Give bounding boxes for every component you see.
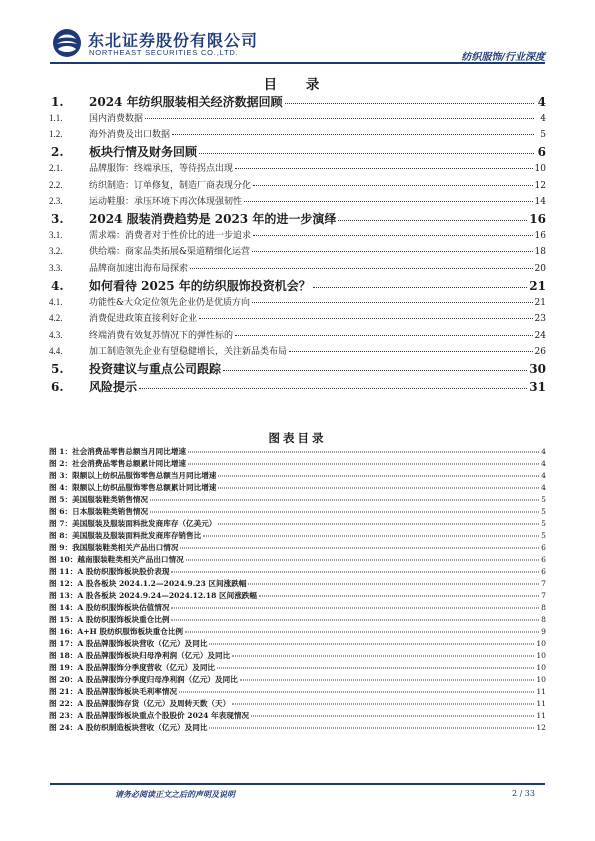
footer-disclaimer: 请务必阅读正文之后的声明及说明 bbox=[115, 789, 235, 799]
toc-entry-number: 4. bbox=[51, 279, 64, 294]
toc-entry[interactable] bbox=[49, 277, 546, 295]
figure-entry-page: 8 bbox=[541, 603, 546, 613]
figure-entry-text: 图 5：美国服装鞋类销售情况 bbox=[49, 495, 149, 505]
toc-entry[interactable] bbox=[49, 161, 546, 177]
figure-entry-text: 图 7：美国服装及服装面料批发商库存（亿美元） bbox=[49, 519, 217, 529]
figure-entry-text: 图 3：限额以上纺织品服饰零售总额当月同比增速 bbox=[49, 471, 217, 481]
figure-entry-page: 4 bbox=[541, 459, 546, 469]
toc-entry[interactable] bbox=[49, 311, 546, 327]
figure-leader bbox=[186, 560, 539, 561]
figure-leader bbox=[218, 488, 539, 489]
toc-leader bbox=[289, 351, 533, 352]
toc-entry-page: 31 bbox=[529, 380, 546, 395]
toc-entry-page: 14 bbox=[534, 196, 546, 207]
toc-entry-text: 需求端：消费者对于性价比的进一步追求 bbox=[89, 231, 252, 242]
toc-entry-number: 2.2. bbox=[49, 179, 63, 190]
figure-entry-text: 图 18：A 股品牌服饰板块归母净利润（亿元）及同比 bbox=[49, 651, 231, 661]
toc-entry[interactable] bbox=[49, 93, 546, 111]
toc-entry-number: 2. bbox=[51, 145, 64, 160]
figure-entry[interactable] bbox=[49, 710, 546, 722]
figure-leader bbox=[171, 572, 539, 573]
toc-entry-page: 4 bbox=[540, 113, 546, 124]
figure-entry-page: 4 bbox=[541, 483, 546, 493]
toc-entry-page: 6 bbox=[537, 145, 546, 160]
toc-entry-number: 1.1. bbox=[49, 112, 63, 123]
header-divider bbox=[50, 62, 545, 64]
toc-leader bbox=[139, 388, 527, 389]
figure-entry[interactable] bbox=[49, 602, 546, 614]
toc-entry-page: 21 bbox=[534, 297, 546, 308]
toc-leader bbox=[252, 302, 533, 303]
toc-entry[interactable] bbox=[49, 228, 546, 244]
figure-leader bbox=[185, 632, 539, 633]
document-type: 纺织服饰/行业深度 bbox=[461, 52, 545, 63]
toc-entry-text: 海外消费及出口数据 bbox=[89, 130, 171, 141]
figure-leader bbox=[188, 464, 539, 465]
figure-entry-page: 11 bbox=[536, 711, 546, 721]
figure-leader bbox=[180, 548, 539, 549]
toc-entry-text: 消费促进政策直接利好企业 bbox=[89, 314, 198, 325]
figure-entry-text: 图 22：A 股品牌服饰存货（亿元）及周转天数（天） bbox=[49, 699, 231, 709]
footer-divider bbox=[50, 783, 545, 785]
figure-entry[interactable] bbox=[49, 494, 546, 506]
brand-name-cn: 东北证券股份有限公司 bbox=[88, 33, 259, 50]
figure-leader bbox=[150, 512, 539, 513]
figures-list bbox=[49, 446, 546, 734]
figure-entry-page: 4 bbox=[541, 471, 546, 481]
toc-leader bbox=[190, 268, 533, 269]
figure-entry-text: 图 20：A 股品牌服饰分季度归母净利润（亿元）及同比 bbox=[49, 675, 238, 685]
toc-entry-page: 21 bbox=[529, 279, 546, 294]
figure-entry-page: 6 bbox=[541, 543, 546, 553]
figure-leader bbox=[259, 596, 539, 597]
figure-entry[interactable] bbox=[49, 662, 546, 674]
figure-entry-text: 图 13：A 股各板块 2024.9.24—2024.12.18 区间涨跌幅 bbox=[49, 591, 257, 601]
toc-entry-number: 3.2. bbox=[49, 246, 63, 257]
toc-entry[interactable] bbox=[49, 328, 546, 344]
toc-leader bbox=[223, 370, 527, 371]
toc-entry-text: 终端消费有效复苏情况下的弹性标的 bbox=[89, 330, 234, 341]
toc-entry[interactable] bbox=[49, 143, 546, 161]
toc-entry-number: 3. bbox=[51, 212, 64, 227]
toc-entry-page: 30 bbox=[529, 362, 546, 377]
figure-entry-text: 图 2：社会消费品零售总额累计同比增速 bbox=[49, 459, 187, 469]
figure-entry-page: 6 bbox=[541, 555, 546, 565]
toc-entry[interactable] bbox=[49, 261, 546, 277]
figure-entry[interactable] bbox=[49, 698, 546, 710]
figure-entry-page: 8 bbox=[541, 615, 546, 625]
toc-entry[interactable] bbox=[49, 210, 546, 228]
figure-entry[interactable] bbox=[49, 686, 546, 698]
figure-entry-page: 10 bbox=[536, 651, 546, 661]
toc-entry-page: 16 bbox=[534, 231, 546, 242]
toc-entry-page: 23 bbox=[534, 314, 546, 325]
figure-entry[interactable] bbox=[49, 470, 546, 482]
toc-entry[interactable] bbox=[49, 178, 546, 194]
toc-entry-number: 1. bbox=[51, 95, 64, 109]
figure-entry-page: 11 bbox=[536, 699, 546, 709]
figure-entry-page: 5 bbox=[541, 495, 546, 505]
brand-name-en: NORTHEAST SECURITIES CO.,LTD. bbox=[89, 48, 239, 57]
figure-entry-page: 11 bbox=[536, 687, 546, 697]
toc-entry[interactable] bbox=[49, 378, 546, 396]
toc-leader bbox=[145, 118, 534, 119]
toc-entry[interactable] bbox=[49, 127, 546, 143]
toc-leader bbox=[199, 153, 534, 154]
figure-entry[interactable] bbox=[49, 542, 546, 554]
figure-leader bbox=[251, 716, 534, 717]
table-of-contents bbox=[49, 93, 546, 396]
toc-leader bbox=[235, 168, 533, 169]
figure-entry[interactable] bbox=[49, 518, 546, 530]
figure-entry-page: 10 bbox=[536, 663, 546, 673]
figure-entry-page: 5 bbox=[541, 507, 546, 517]
page-number: 2 / 33 bbox=[511, 789, 535, 798]
figure-entry[interactable] bbox=[49, 578, 546, 590]
figure-leader bbox=[150, 500, 539, 501]
figure-entry-text: 图 12：A 股各板块 2024.1.2—2024.9.23 区间涨跌幅 bbox=[49, 579, 247, 589]
toc-entry-number: 4.4. bbox=[49, 345, 63, 356]
figure-entry[interactable] bbox=[49, 566, 546, 578]
figure-leader bbox=[217, 668, 534, 669]
figure-entry-text: 图 14：A 股纺织服饰板块估值情况 bbox=[49, 603, 170, 613]
figure-leader bbox=[248, 584, 539, 585]
figures-title: 图表目录 bbox=[268, 431, 327, 445]
toc-entry-number: 5. bbox=[51, 362, 64, 377]
figure-entry[interactable] bbox=[49, 530, 546, 542]
figure-leader bbox=[171, 620, 539, 621]
figure-leader bbox=[171, 608, 539, 609]
figure-entry-text: 图 6：日本服装鞋类销售情况 bbox=[49, 507, 149, 517]
toc-entry-text: 运动鞋服：承压环境下再次体现强韧性 bbox=[89, 196, 243, 207]
figure-entry[interactable] bbox=[49, 554, 546, 566]
figure-entry-page: 9 bbox=[541, 627, 546, 637]
toc-leader bbox=[244, 201, 533, 202]
toc-entry-page: 4 bbox=[537, 95, 546, 109]
figure-entry-text: 图 19：A 股品牌服饰分季度营收（亿元）及同比 bbox=[49, 663, 216, 673]
toc-leader bbox=[199, 318, 533, 319]
toc-entry-page: 24 bbox=[534, 330, 546, 341]
toc-entry-number: 3.1. bbox=[49, 230, 63, 241]
toc-entry-text: 品牌服饰：终端承压，等待拐点出现 bbox=[89, 164, 234, 175]
figure-entry-text: 图 21：A 股品牌服饰板块毛利率情况 bbox=[49, 687, 178, 697]
toc-entry-number: 4.2. bbox=[49, 313, 63, 324]
toc-entry-number: 3.3. bbox=[49, 262, 63, 273]
toc-leader bbox=[252, 251, 533, 252]
toc-entry-page: 20 bbox=[534, 263, 546, 274]
toc-entry-text: 品牌商加速出海布局探索 bbox=[89, 263, 189, 274]
figure-entry[interactable] bbox=[49, 626, 546, 638]
toc-entry-text: 如何看待 2025 年的纺织服饰投资机会？ bbox=[89, 279, 311, 294]
figure-leader bbox=[188, 452, 539, 453]
figure-entry-text: 图 15：A 股纺织服饰板块重仓比例 bbox=[49, 615, 170, 625]
toc-entry-number: 4.3. bbox=[49, 329, 63, 340]
figure-entry[interactable] bbox=[49, 590, 546, 602]
toc-leader bbox=[253, 235, 533, 236]
toc-entry[interactable] bbox=[49, 360, 546, 378]
figure-leader bbox=[209, 644, 534, 645]
toc-leader bbox=[253, 185, 533, 186]
figure-entry-text: 图 1：社会消费品零售总额当月同比增速 bbox=[49, 447, 187, 456]
toc-entry-number: 2.1. bbox=[49, 163, 63, 174]
figure-leader bbox=[218, 524, 539, 525]
toc-entry-text: 板块行情及财务回顾 bbox=[89, 145, 198, 160]
toc-title: 目 录 bbox=[263, 77, 332, 93]
figure-entry-page: 5 bbox=[541, 519, 546, 529]
toc-entry-page: 26 bbox=[534, 346, 546, 357]
toc-leader bbox=[172, 134, 534, 135]
toc-entry-number: 6. bbox=[51, 380, 64, 395]
figure-entry-page: 6 bbox=[541, 567, 546, 577]
toc-leader bbox=[313, 287, 528, 288]
toc-entry-text: 功能性&大众定位领先企业仍是优质方向 bbox=[89, 297, 251, 308]
toc-entry-page: 10 bbox=[534, 164, 546, 175]
toc-entry-number: 1.2. bbox=[49, 129, 63, 140]
figure-entry-text: 图 11：A 股纺织服饰板块股价表现 bbox=[49, 567, 170, 577]
toc-entry-text: 风险提示 bbox=[89, 380, 138, 395]
toc-entry[interactable] bbox=[49, 344, 546, 360]
figure-leader bbox=[179, 692, 534, 693]
toc-entry-text: 纺织制造：订单修复，制造厂商表现分化 bbox=[89, 180, 252, 191]
figure-entry-text: 图 10：越南服装鞋类相关产品出口情况 bbox=[49, 555, 184, 565]
figure-entry-text: 图 24：A 股纺织制造板块营收（亿元）及同比 bbox=[49, 723, 208, 733]
toc-entry[interactable] bbox=[49, 111, 546, 127]
company-logo-icon bbox=[52, 28, 82, 58]
toc-leader bbox=[285, 103, 534, 104]
figure-leader bbox=[232, 704, 534, 705]
toc-entry-text: 投资建议与重点公司跟踪 bbox=[89, 362, 222, 377]
toc-entry[interactable] bbox=[49, 244, 546, 260]
figure-entry-text: 图 16：A+H 股纺织服饰板块重仓比例 bbox=[49, 627, 184, 637]
toc-entry-text: 2024 服装消费趋势是 2023 年的进一步演绎 bbox=[89, 212, 337, 227]
figure-entry-page: 7 bbox=[541, 579, 546, 589]
toc-entry[interactable] bbox=[49, 194, 546, 210]
toc-leader bbox=[338, 220, 527, 221]
figure-entry[interactable] bbox=[49, 446, 546, 458]
page-header bbox=[0, 0, 595, 70]
figure-entry-page: 12 bbox=[536, 723, 546, 733]
toc-entry-page: 16 bbox=[529, 212, 546, 227]
figure-entry-page: 4 bbox=[541, 447, 546, 456]
toc-entry-text: 国内消费数据 bbox=[89, 113, 144, 124]
toc-entry-number: 4.1. bbox=[49, 296, 63, 307]
figure-leader bbox=[209, 728, 534, 729]
figure-entry[interactable] bbox=[49, 458, 546, 470]
figure-entry-text: 图 8：美国服装及服装面料批发商库存销售比 bbox=[49, 531, 202, 541]
figure-entry-page: 7 bbox=[541, 591, 546, 601]
figure-entry[interactable] bbox=[49, 482, 546, 494]
toc-entry-page: 18 bbox=[534, 247, 546, 258]
toc-entry-text: 加工制造领先企业有望稳健增长，关注新品类布局 bbox=[89, 346, 288, 357]
figure-leader bbox=[203, 536, 539, 537]
figure-entry-page: 5 bbox=[541, 531, 546, 541]
figure-entry-page: 10 bbox=[536, 675, 546, 685]
toc-entry[interactable] bbox=[49, 295, 546, 311]
figure-entry-text: 图 23：A 股品牌服饰板块重点个股股价 2024 年表现情况 bbox=[49, 711, 250, 721]
figure-entry-page: 10 bbox=[536, 639, 546, 649]
toc-entry-page: 5 bbox=[540, 130, 546, 141]
figure-leader bbox=[232, 656, 534, 657]
figure-leader bbox=[240, 680, 535, 681]
figure-entry[interactable] bbox=[49, 650, 546, 662]
toc-leader bbox=[235, 335, 533, 336]
figure-entry[interactable] bbox=[49, 506, 546, 518]
figure-entry-text: 图 4：限额以上纺织品服饰零售总额累计同比增速 bbox=[49, 483, 217, 493]
figure-entry-text: 图 9：我国服装鞋类相关产品出口情况 bbox=[49, 543, 179, 553]
toc-entry-number: 2.3. bbox=[49, 195, 63, 206]
toc-entry-text: 供给端：商家品类拓展&渠道精细化运营 bbox=[89, 247, 251, 258]
figure-entry[interactable] bbox=[49, 614, 546, 626]
figure-entry[interactable] bbox=[49, 638, 546, 650]
figure-entry[interactable] bbox=[49, 722, 546, 734]
toc-entry-page: 12 bbox=[534, 180, 546, 191]
figure-entry-text: 图 17：A 股品牌服饰板块营收（亿元）及同比 bbox=[49, 639, 208, 649]
toc-entry-text: 2024 年纺织服装相关经济数据回顾 bbox=[89, 95, 283, 109]
figure-entry[interactable] bbox=[49, 674, 546, 686]
figure-leader bbox=[218, 476, 539, 477]
